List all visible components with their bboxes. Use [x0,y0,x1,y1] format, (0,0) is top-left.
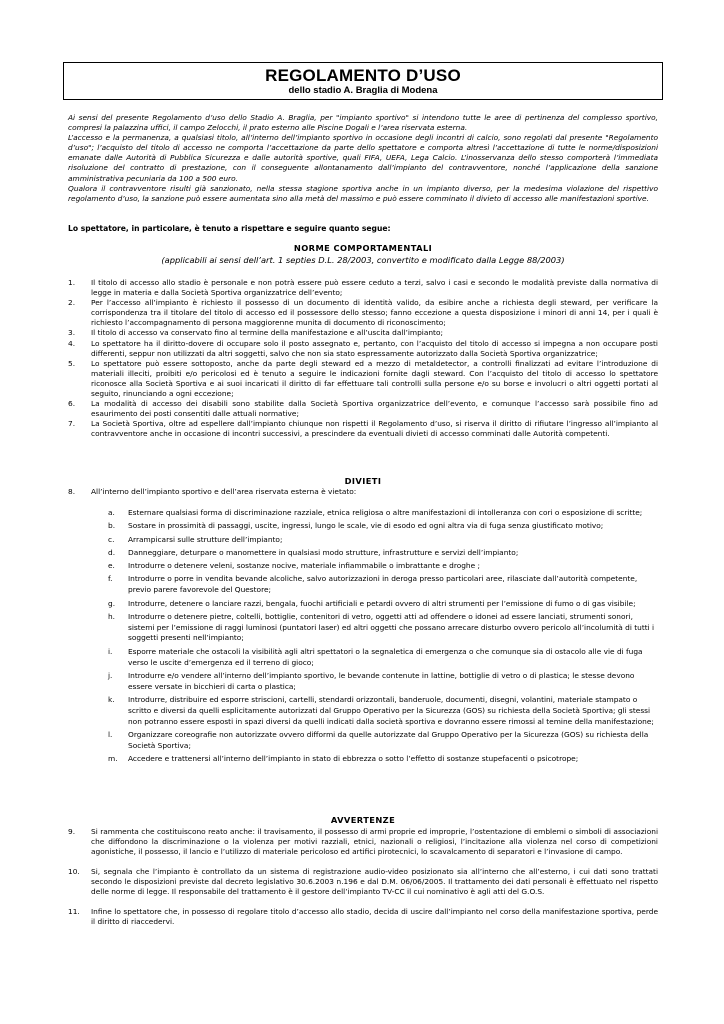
item-text: Lo spettatore ha il diritto-dovere di occupare solo il posto assegnato e, pertanto, con l’acquisto del titolo di accesso si impegna a non occupare posti differenti, seppur non utilizzati da altri soggetti, salvo che non sia stato espressamente autorizzato dalla Società Sportiva organizzatrice; [91,338,658,358]
norme-subheading: (applicabili ai sensi dell’art. 1 septies D.L. 28/2003, convertito e modificato dalla Legge 88/2003) [161,255,565,265]
divieti-intro-list [68,487,658,497]
list-item [68,867,658,897]
intro-section [68,113,658,204]
item-letter: c. [108,534,115,544]
item-text: Per l’accesso all’impianto è richiesto il possesso di un documento di identità valido, da esibire anche a richiesta degli steward, per verificare la corrispondenza tra il titolare del titolo di accesso ed il possessore dello stesso; fanno eccezione a questa disposizione i minori di anni 14, per i quali è richiesto l’accompagnamento di persona maggiorenne munita di documento di riconoscimento; [91,298,658,328]
item-text: Il titolo di accesso allo stadio è personale e non potrà essere può essere ceduto a terzi, salvo i casi e secondo le modalità previste dalla normativa di legge in materia e dalla Società Sportiva organizzatrice dell’evento; [91,278,658,298]
sub-list-item [108,695,658,727]
intro-paragraph: L’accesso e la permanenza, a qualsiasi titolo, all’interno dell’impianto sportivo in occasione degli incontri di calcio, sono regolati dal presente "Regolamento d’uso"; l’acquisto del titolo di accesso ne comporta l’accettazione da parte dello spettatore e comporta altresì l’accettazione di tutte le norme/disposizioni emanate dalle Autorità di Pubblica Sicurezza e dalle autorità sportive, quali FIFA, UEFA, Lega Calcio. L’inosservanza dello stesso comporterà l’immediata risoluzione del contratto di prestazione, con il conseguente allontanamento dall’impianto del contravventore, nonché l’applicazione della sanzione amministrativa pecuniaria da 100 a 500 euro. [68,133,658,183]
list-item [68,328,658,338]
item-text: La modalità di accesso dei disabili sono stabilite dalla Società Sportiva organizzatrice dell’evento, e comunque l’accesso sarà possibile fino ad esaurimento dei posti consentiti dalle attuali normative; [91,399,658,419]
item-number: 10. [68,866,80,876]
list-item [68,359,658,399]
norme-list [68,278,658,440]
item-letter: m. [108,753,118,763]
sub-list-item [108,647,658,669]
item-text: Organizzare coreografie non autorizzate ovvero difformi da quelle autorizzate dal Gruppo Operativo per la Sicurezza (GOS) su richiesta della Società Sportiva; [128,729,649,750]
avvertenze-heading: AVVERTENZE [330,815,396,825]
item-text: Arrampicarsi sulle strutture dell’impianto; [128,534,283,544]
sub-list-item [108,508,658,519]
item-number: 3. [68,328,76,338]
item-number: 7. [68,419,76,429]
sub-list-item [108,548,658,559]
list-item [68,419,658,439]
item-letter: l. [108,729,113,739]
divieti-heading: DIVIETI [344,476,382,486]
item-letter: b. [108,521,116,531]
list-item [68,298,658,328]
item-text: All’interno dell’impianto sportivo e dell’area riservata esterna è vietato: [91,487,357,496]
item-text: Introdurre, distribuire ed esporre striscioni, cartelli, stendardi orizzontali, banderuole, documenti, disegni, volantini, materiale stampato o scritto e diversi da quelli esplicitamente autorizzati dal Gruppo Operativo per la Sicurezza (GOS) su richiesta della Società Sportiva; gli stessi non potranno essere esposti in spazi diversi da quelli indicati dalla società sportiva e dovranno essere rimossi al temine della manifestazione; [128,694,654,726]
item-number: 8. [68,487,76,496]
item-letter: h. [108,611,116,621]
list-item [68,907,658,927]
item-text: Introdurre o detenere pietre, coltelli, bottiglie, contenitori di vetro, oggetti atti ad offendere o idonei ad essere lanciati, strumenti sonori, sistemi per l’emissione di raggi luminosi (puntatori laser) ed altri oggetti che possano arrecare disturbo ovvero pericolo all’incolumità di tutti i soggetti presenti nell’impianto; [128,611,655,643]
item-text: Introdurre e/o vendere all’interno dell’impianto sportivo, le bevande contenute in lattine, bottiglie di vetro o di plastica; le stesse devono essere versate in bicchieri di carta o plastica; [128,670,635,691]
list-item [68,399,658,419]
sub-list-item [108,730,658,752]
item-number: 11. [68,906,80,916]
list-item [68,487,658,497]
divieti-sub-list [108,508,658,767]
avvertenze-list [68,827,658,936]
item-number: 2. [68,298,76,308]
item-text: Esporre materiale che ostacoli la visibilità agli altri spettatori o la segnaletica di emergenza o che comunque sia di ostacolo alle vie di fuga verso le uscite d’emergenza ed il terreno di gioco; [128,646,643,667]
document-title: REGOLAMENTO D’USO [265,66,461,85]
item-text: Sostare in prossimità di passaggi, uscite, ingressi, lungo le scale, vie di esodo ed ogni altra via di fuga senza giustificato motivo; [128,521,604,531]
sub-list-item [108,754,658,765]
item-text: Infine lo spettatore che, in possesso di regolare titolo d’accesso allo stadio, decida di uscire dall’impianto nel corso della manifestazione sportiva, perde il diritto di riaccedervi. [91,906,658,926]
intro-paragraph: Qualora il contravventore risulti già sanzionato, nella stessa stagione sportiva anche in un impianto diverso, per la medesima violazione del rispettivo regolamento d’uso, la sanzione può essere aumentata sino alla metà del massimo e può essere comminato il divieto di accesso alle manifestazioni sportive. [68,183,658,203]
item-text: Esternare qualsiasi forma di discriminazione razziale, etnica religiosa o altre manifestazioni di intolleranza con cori o esposizione di scritte; [128,508,643,517]
item-letter: d. [108,547,116,557]
sub-list-item [108,599,658,610]
document-subtitle: dello stadio A. Braglia di Modena [288,85,438,96]
item-text: Introdurre, detenere o lanciare razzi, bengala, fuochi artificiali e petardi ovvero di altri strumenti per l’emissione di fumo o di gas visibile; [128,598,636,608]
sub-list-item [108,671,658,693]
norme-heading: NORME COMPORTAMENTALI [293,243,433,253]
title-box [63,62,663,100]
item-letter: g. [108,598,116,608]
item-text: Introdurre o detenere veleni, sostanze nocive, materiale infiammabile o imbrattante e droghe ; [128,561,480,571]
sub-list-item [108,574,658,596]
item-number: 4. [68,338,76,348]
item-number: 6. [68,399,76,409]
item-number: 5. [68,358,76,368]
sub-list-item [108,561,658,572]
item-text: Lo spettatore può essere sottoposto, anche da parte degli steward ed a mezzo di metaldetector, a controlli finalizzati ad evitare l’introduzione di materiali illeciti, proibiti e/o pericolosi ed è tenuto a seguire le indicazioni fornite dagli steward. Con l’acquisto del titolo di accesso lo spettatore riconosce alla Società Sportiva e ai suoi incaricati il diritto di far effettuare tali controlli sulla persone e/o su borse e involucri o altri oggetti portati al seguito, rinunciando a ogni eccezione; [91,358,658,399]
item-letter: a. [108,508,115,517]
item-letter: f. [108,574,113,584]
sub-list-item [108,521,658,532]
item-number: 9. [68,827,76,836]
sub-list-item [108,535,658,546]
item-text: Si, segnala che l’impianto è controllato da un sistema di registrazione audio-video posizionato sia all’interno che all’esterno, i cui dati sono trattati secondo le disposizioni previste dal decreto legislativo 30.6.2003 n.196 e dal D.M. 06/06/2005. Il trattamento dei dati personali è effettuato nel rispetto delle norme di legge. Il responsabile del trattamento è il gestore dell’impianto TV-CC il cui nominativo è agli atti del G.O.S. [91,866,658,896]
list-item [68,827,658,857]
item-letter: i. [108,646,113,656]
item-letter: k. [108,694,115,704]
lead-sentence: Lo spettatore, in particolare, è tenuto a rispettare e seguire quanto segue: [68,224,391,233]
item-text: Accedere e trattenersi all’interno dell’impianto in stato di ebbrezza o sotto l’effetto di sostanze stupefacenti o psicotrope; [128,753,579,763]
item-text: Introdurre o porre in vendita bevande alcoliche, salvo autorizzazioni in deroga presso particolari aree, rilasciate dall’autorità competente, previo parere favorevole del Questore; [128,574,638,595]
intro-paragraph: Ai sensi del presente Regolamento d’uso dello Stadio A. Braglia, per "impianto sportivo" si intendono tutte le aree di pertinenza del complesso sportivo, compresi la palazzina uffici, il campo Zelocchi, il prato esterno alle Piscine Dogali e l’area riservata esterna. [68,113,658,133]
item-letter: j. [108,670,113,680]
item-letter: e. [108,561,115,571]
item-text: Il titolo di accesso va conservato fino al termine della manifestazione e all’uscita dall’impianto; [91,328,443,338]
item-text: La Società Sportiva, oltre ad espellere dall’impianto chiunque non rispetti il Regolamento d’uso, si riserva il diritto di rifiutare l’ingresso all’impianto al contravventore anche in occasione di incontri successivi, a prescindere da eventuali divieti di accesso comminati dalle Autorità competenti. [91,419,658,439]
item-number: 1. [68,278,76,287]
sub-list-item [108,612,658,644]
list-item [68,339,658,359]
item-text: Si rammenta che costituiscono reato anche: il travisamento, il possesso di armi proprie ed improprie, l’ostentazione di emblemi o simboli di associazioni che diffondono la discriminazione o la violenza per motivi razziali, etnici, nazionali o religiosi, l’incitazione alla violenza nel corso di competizioni agonistiche, il possesso, il lancio e l’utilizzo di materiale pericoloso ed artifici pirotecnici, lo scavalcamento di separatori e l’invasione di campo. [91,827,658,857]
item-text: Danneggiare, deturpare o manomettere in qualsiasi modo strutture, infrastrutture e servizi dell’impianto; [128,547,519,557]
list-item [68,278,658,298]
